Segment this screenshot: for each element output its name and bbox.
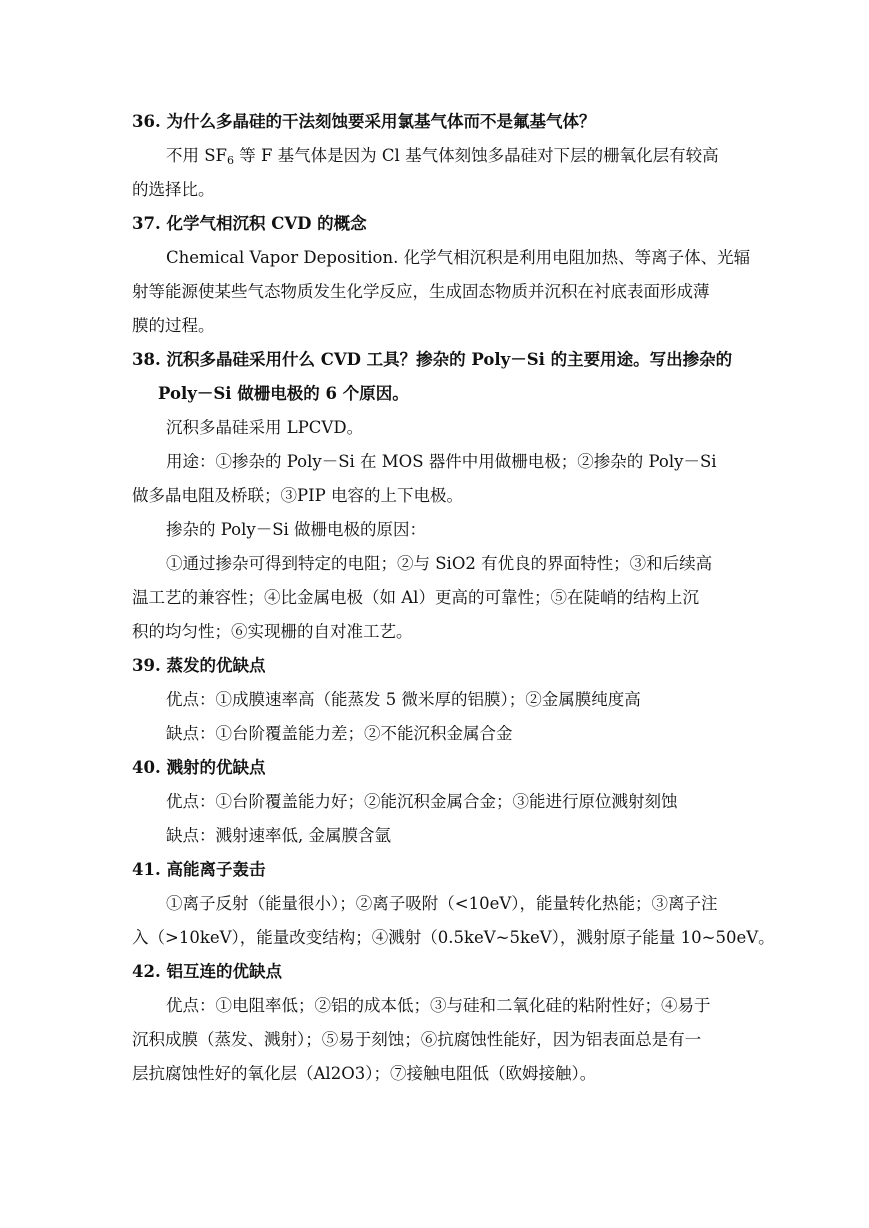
answer-36-text-a: 不用 SF bbox=[166, 146, 227, 165]
answer-38-tool: 沉积多晶硅采用 LPCVD。 bbox=[166, 418, 364, 437]
answer-38-reason-intro: 掺杂的 Poly－Si 做栅电极的原因： bbox=[166, 520, 427, 539]
answer-42-line-3: 层抗腐蚀性好的氧化层（Al2O3）；⑦接触电阻低（欧姆接触）。 bbox=[132, 1064, 597, 1083]
answer-36-line-1 bbox=[166, 146, 719, 166]
answer-37-line-3: 膜的过程。 bbox=[132, 316, 215, 335]
question-36-title: 36. 为什么多晶硅的干法刻蚀要采用氯基气体而不是氟基气体？ bbox=[132, 112, 596, 131]
answer-41-line-1: ①离子反射（能量很小）；②离子吸附（<10eV），能量转化热能；③离子注 bbox=[166, 894, 718, 913]
answer-37-line-2: 射等能源使某些气态物质发生化学反应，生成固态物质并沉积在衬底表面形成薄 bbox=[132, 282, 710, 301]
answer-42-line-1: 优点：①电阻率低；②铝的成本低；③与硅和二氧化硅的粘附性好；④易于 bbox=[166, 996, 711, 1015]
answer-40-pros: 优点：①台阶覆盖能力好；②能沉积金属合金；③能进行原位溅射刻蚀 bbox=[166, 792, 678, 811]
question-39-title: 39. 蒸发的优缺点 bbox=[132, 656, 266, 675]
answer-39-pros: 优点：①成膜速率高（能蒸发 5 微米厚的铝膜）；②金属膜纯度高 bbox=[166, 690, 641, 709]
question-38-title-line-1: 38. 沉积多晶硅采用什么 CVD 工具？掺杂的 Poly－Si 的主要用途。写出掺杂的 bbox=[132, 350, 733, 369]
answer-40-cons: 缺点：溅射速率低, 金属膜含氩 bbox=[166, 826, 391, 845]
question-38-title-line-2: Poly－Si 做栅电极的 6 个原因。 bbox=[158, 384, 409, 403]
answer-38-use-line-2: 做多晶电阻及桥联；③PIP 电容的上下电极。 bbox=[132, 486, 463, 505]
answer-41-line-2: 入（>10keV），能量改变结构；④溅射（0.5keV~5keV），溅射原子能量 10~50eV。 bbox=[132, 928, 775, 947]
subscript-6: 6 bbox=[227, 154, 234, 167]
question-42-title: 42. 铝互连的优缺点 bbox=[132, 962, 282, 981]
answer-38-reason-line-3: 积的均匀性；⑥实现栅的自对准工艺。 bbox=[132, 622, 413, 641]
question-37-title: 37. 化学气相沉积 CVD 的概念 bbox=[132, 214, 367, 233]
question-41-title: 41. 高能离子轰击 bbox=[132, 860, 266, 879]
answer-36-line-2: 的选择比。 bbox=[132, 180, 215, 199]
answer-38-reason-line-2: 温工艺的兼容性；④比金属电极（如 Al）更高的可靠性；⑤在陡峭的结构上沉 bbox=[132, 588, 699, 607]
answer-38-use-line-1: 用途：①掺杂的 Poly－Si 在 MOS 器件中用做栅电极；②掺杂的 Poly－Si bbox=[166, 452, 717, 471]
answer-42-line-2: 沉积成膜（蒸发、溅射）；⑤易于刻蚀；⑥抗腐蚀性能好，因为铝表面总是有一 bbox=[132, 1030, 702, 1049]
answer-39-cons: 缺点：①台阶覆盖能力差；②不能沉积金属合金 bbox=[166, 724, 513, 743]
question-40-title: 40. 溅射的优缺点 bbox=[132, 758, 266, 777]
answer-38-reason-line-1: ①通过掺杂可得到特定的电阻；②与 SiO2 有优良的界面特性；③和后续高 bbox=[166, 554, 713, 573]
answer-37-line-1: Chemical Vapor Deposition. 化学气相沉积是利用电阻加热、等离子体、光辐 bbox=[166, 248, 751, 267]
answer-36-text-b: 等 F 基气体是因为 Cl 基气体刻蚀多晶硅对下层的栅氧化层有较高 bbox=[234, 146, 719, 165]
